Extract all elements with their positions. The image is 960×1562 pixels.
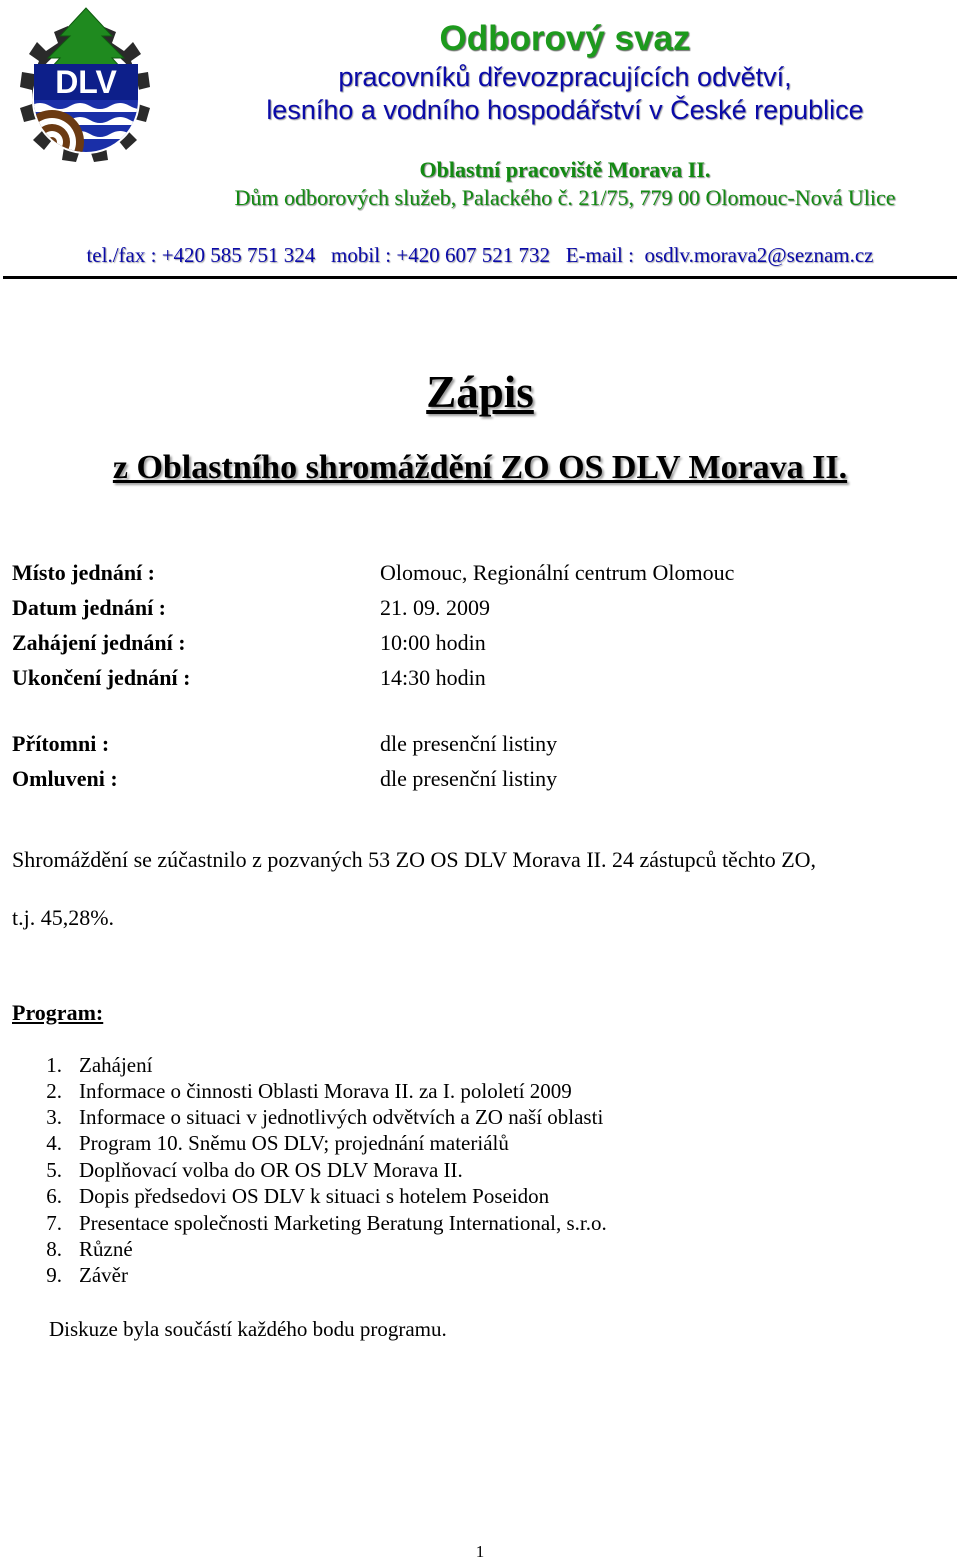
program-item: Presentace společnosti Marketing Beratung International, s.r.o. (79, 1211, 607, 1235)
program-item: Dopis předsedovi OS DLV k situaci s hotelem Poseidon (79, 1184, 550, 1208)
place-value: Olomouc, Regionální centrum Olomouc (380, 560, 735, 585)
program-item: Zahájení (79, 1053, 153, 1077)
program-item: Informace o situaci v jednotlivých odvětvích a ZO naší oblasti (79, 1105, 604, 1129)
date-value: 21. 09. 2009 (380, 595, 490, 620)
attendance-text-line1: Shromáždění se zúčastnilo z pozvaných 53 ZO OS DLV Morava II. 24 zástupců těchto ZO, (12, 847, 817, 872)
office-address: Dům odborových služeb, Palackého č. 21/75, 779 00 Olomouc-Nová Ulice (234, 185, 896, 210)
date-label: Datum jednání : (12, 595, 167, 620)
dlv-logo-icon (0, 2, 172, 208)
program-item: Závěr (79, 1263, 128, 1287)
attendance-text-line2: t.j. 45,28%. (12, 905, 115, 930)
program-item-number: 8. (46, 1237, 62, 1261)
program-item-number: 7. (46, 1211, 62, 1235)
organization-subtitle-line2: lesního a vodního hospodářství v České republice (266, 95, 864, 125)
program-item-number: 4. (46, 1131, 62, 1155)
program-item-number: 3. (46, 1105, 62, 1129)
organization-title: Odborový svaz (439, 19, 691, 58)
program-item-number: 6. (46, 1184, 62, 1208)
office-name: Oblastní pracoviště Morava II. (419, 157, 711, 182)
place-label: Místo jednání : (12, 560, 155, 585)
present-value: dle presenční listiny (380, 731, 558, 756)
excused-label: Omluveni : (12, 766, 118, 791)
program-item: Informace o činnosti Oblasti Morava II. za I. pololetí 2009 (79, 1079, 572, 1103)
program-item-number: 5. (46, 1158, 62, 1182)
page-number: 1 (475, 1542, 485, 1561)
svg-text:DLV: DLV (55, 64, 117, 100)
end-value: 14:30 hodin (380, 665, 486, 690)
program-heading: Program: (12, 1000, 104, 1025)
end-label: Ukončení jednání : (12, 665, 191, 690)
contact-line: tel./fax : +420 585 751 324 mobil : +420 607 521 732 E-mail : osdlv.morava2@seznam.cz (86, 243, 874, 267)
start-value: 10:00 hodin (380, 630, 486, 655)
organization-subtitle-line1: pracovníků dřevozpracujících odvětví, (338, 62, 792, 92)
program-closing-note: Diskuze byla součástí každého bodu programu. (49, 1317, 447, 1341)
document-title: Zápis (426, 367, 534, 417)
dlv-logo (0, 2, 172, 208)
excused-value: dle presenční listiny (380, 766, 558, 791)
document-subtitle: z Oblastního shromáždění ZO OS DLV Morava II. (112, 449, 848, 486)
program-item-number: 2. (46, 1079, 62, 1103)
present-label: Přítomni : (12, 731, 110, 756)
program-item: Různé (79, 1237, 133, 1261)
program-item: Program 10. Sněmu OS DLV; projednání materiálů (79, 1131, 509, 1155)
program-item-number: 9. (46, 1263, 62, 1287)
start-label: Zahájení jednání : (12, 630, 186, 655)
header-divider (3, 276, 957, 279)
program-item-number: 1. (46, 1053, 62, 1077)
program-item: Doplňovací volba do OR OS DLV Morava II. (79, 1158, 463, 1182)
